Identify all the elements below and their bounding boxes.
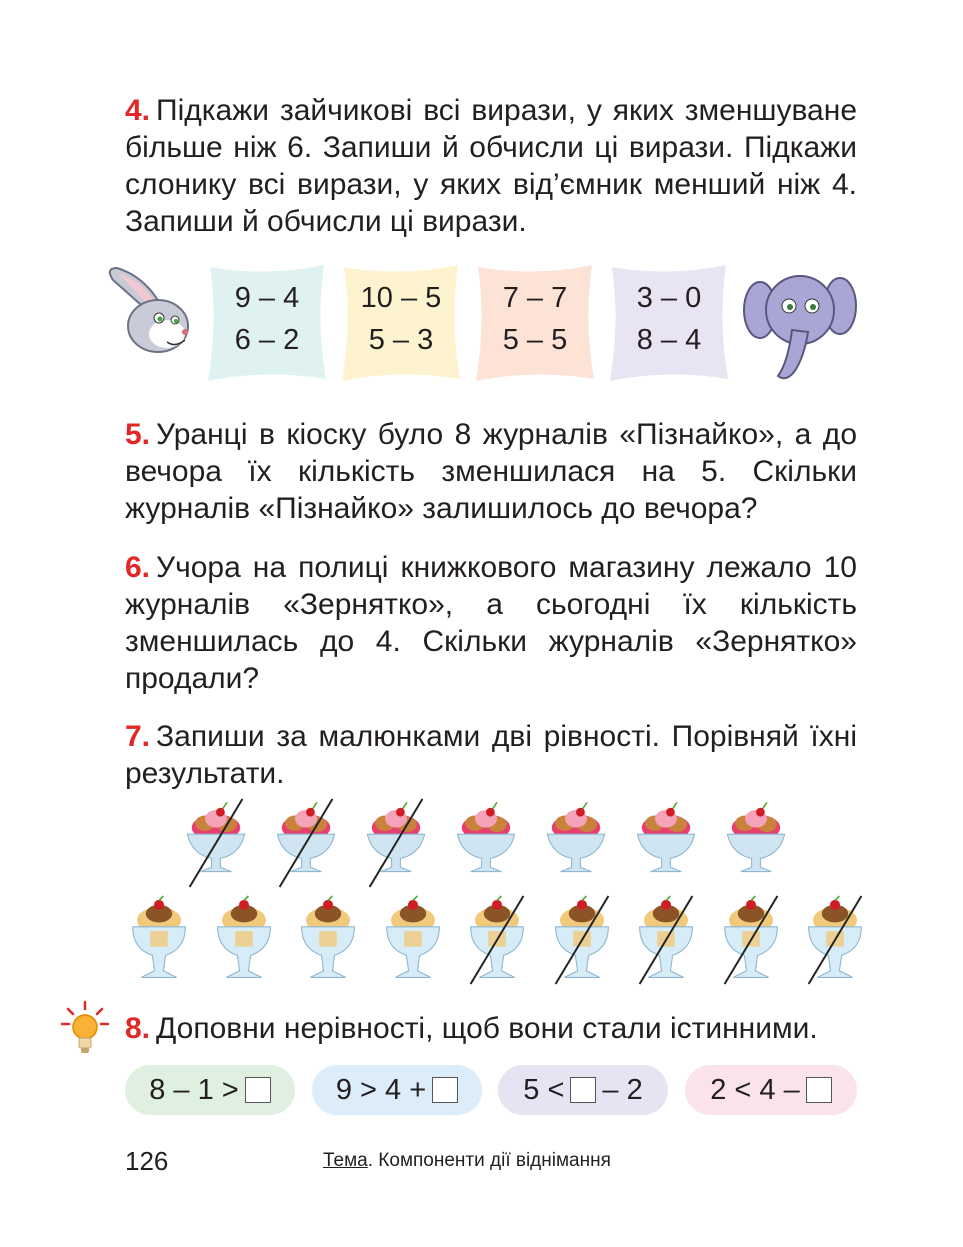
topic-label: Тема bbox=[323, 1150, 368, 1171]
ice-cream bbox=[363, 798, 429, 888]
ice-cream bbox=[718, 895, 784, 985]
ice-cream bbox=[802, 895, 868, 985]
ice-cream bbox=[273, 798, 339, 888]
task-6 bbox=[125, 549, 857, 697]
ice-cream bbox=[543, 798, 609, 888]
topic-text: . Компоненти дії віднімання bbox=[367, 1150, 611, 1171]
ice-cream bbox=[453, 798, 519, 888]
ice-cream bbox=[464, 895, 530, 985]
inequality-text: 5 < bbox=[523, 1074, 565, 1106]
rabbit-illustration bbox=[103, 262, 198, 357]
expression-card-2 bbox=[340, 263, 462, 381]
ice-cream bbox=[183, 798, 249, 888]
elephant-illustration bbox=[742, 266, 857, 384]
task-text: Запиши за малюнками дві рівності. Порівняй їхні результати. bbox=[125, 720, 857, 790]
expression-card-4 bbox=[608, 263, 730, 381]
ice-cream bbox=[380, 895, 446, 985]
lightbulb-icon bbox=[60, 1000, 110, 1060]
expression: 3 – 0 bbox=[636, 282, 702, 314]
expression: 5 – 3 bbox=[368, 324, 434, 356]
expression: 10 – 5 bbox=[360, 282, 442, 314]
inequality-text: 9 > 4 + bbox=[335, 1074, 427, 1106]
ice-cream bbox=[211, 895, 277, 985]
task-text: Доповни нерівності, щоб вони стали істинними. bbox=[156, 1012, 818, 1045]
task-7 bbox=[125, 718, 857, 792]
task-number: 5. bbox=[125, 418, 151, 451]
task-number: 4. bbox=[125, 94, 151, 127]
task-number: 8. bbox=[125, 1012, 151, 1045]
answer-box[interactable] bbox=[432, 1077, 458, 1103]
page-number: 126 bbox=[125, 1146, 169, 1176]
task-4 bbox=[125, 92, 857, 240]
ice-cream bbox=[295, 895, 361, 985]
ice-cream bbox=[633, 798, 699, 888]
ice-cream bbox=[723, 798, 789, 888]
expression-card-3 bbox=[474, 263, 596, 381]
task-text: Учора на полиці книжкового магазину лежало 10 журналів «Зернятко», а сьогодні їх кількість зменшилась до 4. Скільки журналів «Зернятко» продали? bbox=[125, 551, 857, 695]
inequality-text: – 2 bbox=[602, 1074, 643, 1106]
ice-cream-row-bowls bbox=[0, 798, 963, 888]
inequality-1 bbox=[125, 1065, 295, 1115]
inequality-4 bbox=[685, 1065, 857, 1115]
ice-cream bbox=[126, 895, 192, 985]
ice-cream-row-sundaes bbox=[0, 895, 963, 985]
expression: 5 – 5 bbox=[502, 324, 568, 356]
answer-box[interactable] bbox=[570, 1077, 596, 1103]
expression-card-1 bbox=[206, 263, 328, 381]
inequality-2 bbox=[312, 1065, 482, 1115]
answer-box[interactable] bbox=[806, 1077, 832, 1103]
expression: 9 – 4 bbox=[234, 282, 300, 314]
task-text: Уранці в кіоску було 8 журналів «Пізнайко», а до вечора їх кількість зменшилася на 5. Скільки журналів «Пізнайко» залишилось до вечора? bbox=[125, 418, 857, 525]
task-number: 7. bbox=[125, 720, 151, 753]
ice-cream bbox=[633, 895, 699, 985]
expression: 6 – 2 bbox=[234, 324, 300, 356]
inequality-text: 2 < 4 – bbox=[710, 1074, 800, 1106]
answer-box[interactable] bbox=[245, 1077, 271, 1103]
inequality-text: 8 – 1 > bbox=[149, 1074, 239, 1106]
expression: 8 – 4 bbox=[636, 324, 702, 356]
inequality-3 bbox=[498, 1065, 668, 1115]
expression: 7 – 7 bbox=[502, 282, 568, 314]
task-text: Підкажи зайчикові всі вирази, у яких зменшуване більше ніж 6. Запиши й обчисли ці вирази. Підкажи слонику всі вирази, у яких від’ємник менший ніж 4. Запиши й обчисли ці вирази. bbox=[125, 94, 857, 238]
ice-cream bbox=[549, 895, 615, 985]
task-5 bbox=[125, 416, 857, 527]
page-topic bbox=[323, 1150, 611, 1172]
task-8 bbox=[125, 1010, 857, 1047]
task-number: 6. bbox=[125, 551, 151, 584]
